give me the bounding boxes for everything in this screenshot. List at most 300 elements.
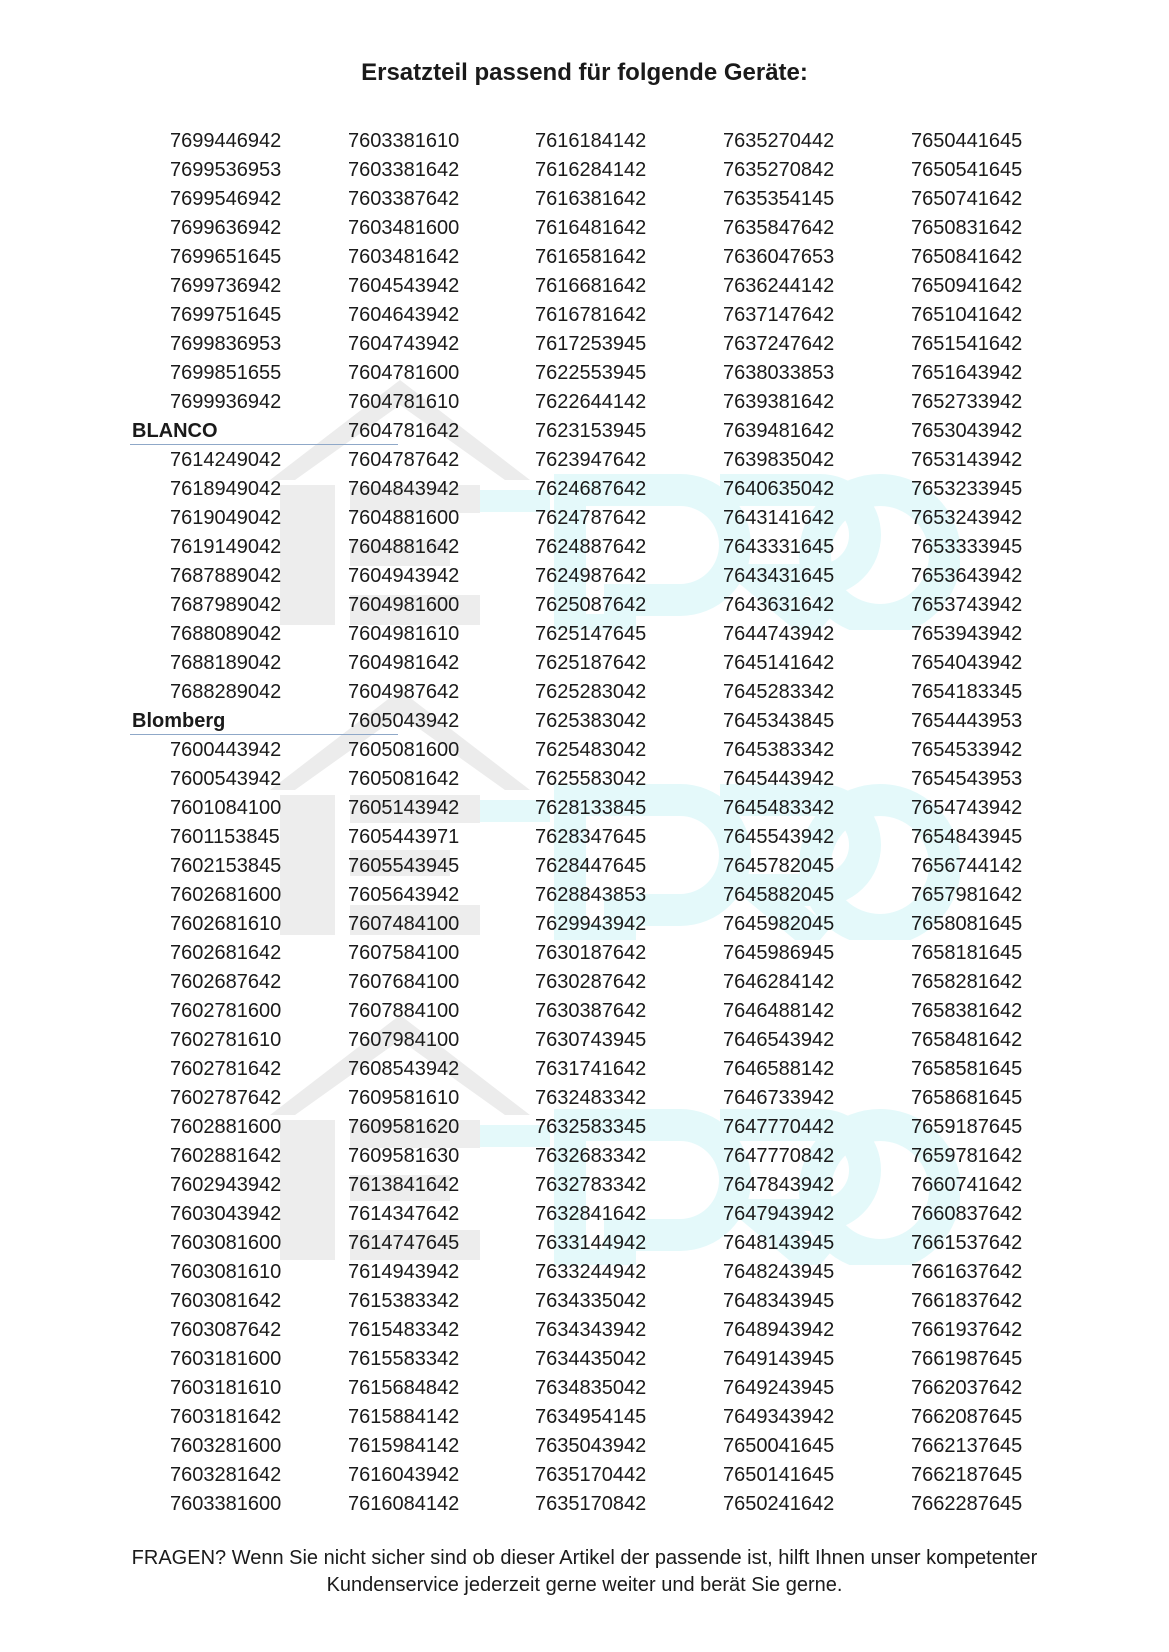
part-number: 7603481600: [348, 217, 460, 239]
part-number-row: [326, 533, 496, 562]
part-number: 7609581630: [348, 1145, 460, 1167]
part-number: 7605143942: [348, 797, 460, 819]
part-number: 7659187645: [911, 1116, 1023, 1138]
part-number: 7619149042: [170, 536, 282, 558]
part-number: 7687989042: [170, 594, 282, 616]
part-number-row: [513, 417, 683, 446]
part-number: 7602781610: [170, 1029, 282, 1051]
part-number: 7645343845: [723, 710, 835, 732]
part-number-row: [701, 1229, 871, 1258]
part-number: 7658581645: [911, 1058, 1023, 1080]
part-number: 7616381642: [535, 188, 647, 210]
part-number: 7616084142: [348, 1493, 460, 1515]
part-number: 7650941642: [911, 275, 1023, 297]
part-number-row: [701, 678, 871, 707]
part-number-row: [889, 1374, 1059, 1403]
part-number: 7648943942: [723, 1319, 835, 1341]
part-number-row: [138, 504, 308, 533]
part-number: 7632583345: [535, 1116, 647, 1138]
part-number: 7636244142: [723, 275, 835, 297]
part-number-row: [513, 765, 683, 794]
part-number: 7645882045: [723, 884, 835, 906]
part-number: 7634435042: [535, 1348, 647, 1370]
part-number-row: [513, 1490, 683, 1519]
part-number: 7646588142: [723, 1058, 835, 1080]
part-number: 7649343942: [723, 1406, 835, 1428]
part-number-row: [326, 1461, 496, 1490]
part-number: 7600443942: [170, 739, 282, 761]
part-number-row: [138, 968, 308, 997]
part-number-row: [889, 707, 1059, 736]
part-number: 7604881642: [348, 536, 460, 558]
part-number-row: [889, 446, 1059, 475]
part-number: 7650541645: [911, 159, 1023, 181]
part-number-row: [513, 1055, 683, 1084]
part-number-row: [701, 736, 871, 765]
part-number-row: [889, 1055, 1059, 1084]
part-number-row: [326, 1200, 496, 1229]
part-number: 7603281600: [170, 1435, 282, 1457]
part-number: 7624687642: [535, 478, 647, 500]
part-number-row: [138, 330, 308, 359]
part-number-row: [513, 1461, 683, 1490]
part-number-row: [889, 475, 1059, 504]
part-number-row: [513, 1171, 683, 1200]
part-number: 7634343942: [535, 1319, 647, 1341]
part-number: 7602881642: [170, 1145, 282, 1167]
part-number-row: [138, 1258, 308, 1287]
part-number: 7643631642: [723, 594, 835, 616]
part-number: 7699736942: [170, 275, 282, 297]
part-number: 7653143942: [911, 449, 1023, 471]
part-number: 7628843853: [535, 884, 647, 906]
part-number-row: [513, 533, 683, 562]
part-number-row: [513, 1113, 683, 1142]
part-number: 7604981610: [348, 623, 460, 645]
part-number-row: [701, 1055, 871, 1084]
part-number: 7643431645: [723, 565, 835, 587]
part-number-row: [513, 1026, 683, 1055]
part-number-row: [889, 359, 1059, 388]
part-number: 7644743942: [723, 623, 835, 645]
part-number: 7604943942: [348, 565, 460, 587]
part-number: 7649243945: [723, 1377, 835, 1399]
part-number-row: [889, 823, 1059, 852]
part-number-row: [513, 301, 683, 330]
part-number: 7623947642: [535, 449, 647, 471]
part-number-row: [326, 1084, 496, 1113]
part-number: 7604781642: [348, 420, 460, 442]
part-number: 7603181642: [170, 1406, 282, 1428]
part-number-row: [326, 1374, 496, 1403]
part-number: 7662037642: [911, 1377, 1023, 1399]
part-number: 7699651645: [170, 246, 282, 268]
part-number: 7603181600: [170, 1348, 282, 1370]
part-number: 7607484100: [348, 913, 460, 935]
part-number: 7603281642: [170, 1464, 282, 1486]
part-number-row: [138, 881, 308, 910]
part-number-row: [889, 1490, 1059, 1519]
part-number: 7605443971: [348, 826, 460, 848]
part-number: 7607684100: [348, 971, 460, 993]
part-number: 7616284142: [535, 159, 647, 181]
part-number: 7632683342: [535, 1145, 647, 1167]
part-number-row: [138, 939, 308, 968]
part-number-row: [326, 1113, 496, 1142]
part-number-row: [138, 1403, 308, 1432]
part-number: 7601084100: [170, 797, 282, 819]
part-number: 7632783342: [535, 1174, 647, 1196]
part-number: 7604543942: [348, 275, 460, 297]
part-number: 7614943942: [348, 1261, 460, 1283]
part-number-row: [138, 1055, 308, 1084]
part-number: 7662187645: [911, 1464, 1023, 1486]
part-number: 7645443942: [723, 768, 835, 790]
part-number-row: [513, 127, 683, 156]
part-number: 7603381642: [348, 159, 460, 181]
part-number: 7645986945: [723, 942, 835, 964]
part-number: 7603387642: [348, 188, 460, 210]
part-number: 7653233945: [911, 478, 1023, 500]
part-number-row: [326, 910, 496, 939]
part-number-row: [138, 678, 308, 707]
part-number: 7616681642: [535, 275, 647, 297]
part-number: 7625483042: [535, 739, 647, 761]
part-number: 7640635042: [723, 478, 835, 500]
brand-heading: BLANCO: [132, 417, 308, 446]
part-number: 7645383342: [723, 739, 835, 761]
part-number: 7639481642: [723, 420, 835, 442]
part-number: 7628133845: [535, 797, 647, 819]
part-number-row: [701, 1113, 871, 1142]
part-number-row: [889, 1461, 1059, 1490]
part-number-row: [513, 562, 683, 591]
part-number: 7643331645: [723, 536, 835, 558]
part-number-row: [701, 707, 871, 736]
part-number: 7645782045: [723, 855, 835, 877]
part-number: 7628447645: [535, 855, 647, 877]
part-number: 7613841642: [348, 1174, 460, 1196]
part-number-row: [701, 562, 871, 591]
part-number: 7699836953: [170, 333, 282, 355]
part-number: 7625383042: [535, 710, 647, 732]
part-number-row: [138, 533, 308, 562]
part-number: 7635043942: [535, 1435, 647, 1457]
part-number: 7647770442: [723, 1116, 835, 1138]
part-number-row: [326, 388, 496, 417]
part-number: 7638033853: [723, 362, 835, 384]
part-number-row: [889, 1171, 1059, 1200]
part-number-row: [701, 1490, 871, 1519]
part-number: 7650441645: [911, 130, 1023, 152]
brand-row: [132, 417, 308, 446]
part-number-row: [326, 1345, 496, 1374]
part-number-row: [701, 1461, 871, 1490]
part-number: 7688289042: [170, 681, 282, 703]
part-number: 7605643942: [348, 884, 460, 906]
part-number-row: [889, 736, 1059, 765]
part-number: 7622553945: [535, 362, 647, 384]
part-number-row: [889, 968, 1059, 997]
part-number: 7658281642: [911, 971, 1023, 993]
part-number-row: [326, 678, 496, 707]
part-number-row: [138, 243, 308, 272]
part-number: 7614249042: [170, 449, 282, 471]
part-number-row: [513, 852, 683, 881]
part-number: 7652733942: [911, 391, 1023, 413]
part-number: 7635847642: [723, 217, 835, 239]
part-number: 7619049042: [170, 507, 282, 529]
part-number: 7607884100: [348, 1000, 460, 1022]
part-number-row: [326, 939, 496, 968]
part-number-row: [513, 1084, 683, 1113]
part-number: 7648243945: [723, 1261, 835, 1283]
part-number: 7654843945: [911, 826, 1023, 848]
part-number-row: [326, 504, 496, 533]
brand-row: [132, 707, 308, 736]
part-number: 7661537642: [911, 1232, 1023, 1254]
part-number-row: [326, 1055, 496, 1084]
part-number: 7617253945: [535, 333, 647, 355]
part-number-row: [326, 649, 496, 678]
part-number: 7653643942: [911, 565, 1023, 587]
part-number: 7645141642: [723, 652, 835, 674]
part-number: 7646488142: [723, 1000, 835, 1022]
part-number: 7635170442: [535, 1464, 647, 1486]
part-number-row: [138, 649, 308, 678]
part-number-row: [326, 127, 496, 156]
part-number: 7650831642: [911, 217, 1023, 239]
part-number: 7602687642: [170, 971, 282, 993]
part-number-row: [889, 533, 1059, 562]
part-number-row: [889, 591, 1059, 620]
part-number: 7604781610: [348, 391, 460, 413]
part-number-row: [138, 620, 308, 649]
part-number: 7623153945: [535, 420, 647, 442]
part-number-row: [326, 1287, 496, 1316]
part-number: 7699636942: [170, 217, 282, 239]
part-number-row: [889, 388, 1059, 417]
part-number-column-2: [326, 127, 496, 1519]
part-number-row: [513, 997, 683, 1026]
part-number-row: [326, 707, 496, 736]
part-number: 7661637642: [911, 1261, 1023, 1283]
part-number-row: [701, 156, 871, 185]
part-number: 7625583042: [535, 768, 647, 790]
part-number: 7634835042: [535, 1377, 647, 1399]
part-number-row: [326, 765, 496, 794]
part-number: 7650041645: [723, 1435, 835, 1457]
part-number-row: [889, 939, 1059, 968]
part-number: 7603481642: [348, 246, 460, 268]
part-number-column-3: [513, 127, 683, 1519]
part-number-row: [701, 1026, 871, 1055]
part-number: 7604643942: [348, 304, 460, 326]
part-number-row: [701, 185, 871, 214]
part-number: 7630187642: [535, 942, 647, 964]
part-number-row: [513, 823, 683, 852]
part-number-row: [889, 504, 1059, 533]
part-number-row: [701, 127, 871, 156]
part-number: 7614347642: [348, 1203, 460, 1225]
part-number-row: [513, 1403, 683, 1432]
part-number: 7603381600: [170, 1493, 282, 1515]
part-number: 7604881600: [348, 507, 460, 529]
part-number: 7605043942: [348, 710, 460, 732]
part-number: 7639381642: [723, 391, 835, 413]
part-number-row: [701, 446, 871, 475]
part-number: 7662137645: [911, 1435, 1023, 1457]
part-number: 7634954145: [535, 1406, 647, 1428]
part-number-row: [889, 1026, 1059, 1055]
part-number: 7645483342: [723, 797, 835, 819]
part-number-row: [138, 1142, 308, 1171]
part-number-row: [513, 388, 683, 417]
part-number: 7604843942: [348, 478, 460, 500]
part-number: 7604987642: [348, 681, 460, 703]
part-number: 7608543942: [348, 1058, 460, 1080]
part-number-row: [701, 1316, 871, 1345]
part-number: 7661937642: [911, 1319, 1023, 1341]
part-number-row: [326, 968, 496, 997]
part-number: 7609581610: [348, 1087, 460, 1109]
part-number-row: [138, 1084, 308, 1113]
part-number-row: [889, 214, 1059, 243]
part-number-row: [889, 678, 1059, 707]
part-number-row: [326, 736, 496, 765]
part-number-row: [138, 359, 308, 388]
part-number-row: [889, 1229, 1059, 1258]
part-number-row: [513, 475, 683, 504]
part-number: 7616581642: [535, 246, 647, 268]
part-number: 7603081610: [170, 1261, 282, 1283]
part-number-row: [326, 1258, 496, 1287]
part-number: 7628347645: [535, 826, 647, 848]
part-number-row: [138, 185, 308, 214]
part-number-row: [701, 1345, 871, 1374]
part-number-row: [138, 1113, 308, 1142]
part-number-row: [889, 794, 1059, 823]
part-number: 7631741642: [535, 1058, 647, 1080]
part-number: 7602681600: [170, 884, 282, 906]
part-number: 7662287645: [911, 1493, 1023, 1515]
part-number: 7654183345: [911, 681, 1023, 703]
part-number-row: [889, 1432, 1059, 1461]
part-number-row: [889, 156, 1059, 185]
part-number-row: [326, 881, 496, 910]
part-number-row: [326, 1432, 496, 1461]
part-number-row: [701, 504, 871, 533]
part-number: 7625147645: [535, 623, 647, 645]
part-number-row: [326, 794, 496, 823]
part-number-row: [138, 1461, 308, 1490]
part-number-row: [889, 272, 1059, 301]
brand-heading: Blomberg: [132, 707, 308, 736]
part-number-row: [889, 910, 1059, 939]
part-number: 7637147642: [723, 304, 835, 326]
part-number-row: [701, 765, 871, 794]
part-number-column-4: [701, 127, 871, 1519]
part-number-row: [701, 214, 871, 243]
part-number-row: [513, 446, 683, 475]
part-number: 7604981600: [348, 594, 460, 616]
part-number-row: [889, 330, 1059, 359]
part-number-row: [889, 1287, 1059, 1316]
part-number-row: [889, 1200, 1059, 1229]
part-number: 7622644142: [535, 391, 647, 413]
part-number-row: [326, 997, 496, 1026]
part-number-row: [889, 881, 1059, 910]
part-number: 7616781642: [535, 304, 647, 326]
part-number: 7615984142: [348, 1435, 460, 1457]
part-number: 7646284142: [723, 971, 835, 993]
part-number-row: [326, 852, 496, 881]
part-number-row: [326, 417, 496, 446]
part-number: 7657981642: [911, 884, 1023, 906]
part-number-row: [326, 620, 496, 649]
part-number: 7616481642: [535, 217, 647, 239]
part-number: 7603081642: [170, 1290, 282, 1312]
part-number-row: [889, 562, 1059, 591]
part-number: 7605543945: [348, 855, 460, 877]
part-number-row: [513, 707, 683, 736]
part-number: 7618949042: [170, 478, 282, 500]
part-number: 7604781600: [348, 362, 460, 384]
part-number: 7615483342: [348, 1319, 460, 1341]
part-number-row: [513, 591, 683, 620]
part-number-row: [889, 765, 1059, 794]
part-number-row: [701, 881, 871, 910]
part-number: 7630287642: [535, 971, 647, 993]
part-number-row: [701, 1374, 871, 1403]
part-number-row: [701, 1084, 871, 1113]
part-number-row: [513, 1258, 683, 1287]
part-number: 7645283342: [723, 681, 835, 703]
part-number: 7603181610: [170, 1377, 282, 1399]
part-number: 7661987645: [911, 1348, 1023, 1370]
part-number-row: [513, 185, 683, 214]
part-number: 7651541642: [911, 333, 1023, 355]
part-number-row: [889, 620, 1059, 649]
part-number: 7632483342: [535, 1087, 647, 1109]
part-number: 7624787642: [535, 507, 647, 529]
part-number-row: [513, 794, 683, 823]
part-number-row: [701, 1403, 871, 1432]
part-number: 7624887642: [535, 536, 647, 558]
part-number-row: [513, 272, 683, 301]
part-number-row: [889, 997, 1059, 1026]
footer-note: [60, 1545, 1109, 1599]
part-number: 7605081642: [348, 768, 460, 790]
part-number-row: [701, 475, 871, 504]
part-number-row: [701, 852, 871, 881]
part-number-row: [701, 823, 871, 852]
part-number: 7699546942: [170, 188, 282, 210]
part-number-row: [889, 852, 1059, 881]
part-number-row: [513, 214, 683, 243]
part-number-row: [513, 939, 683, 968]
part-number-row: [138, 214, 308, 243]
part-number-row: [326, 1403, 496, 1432]
part-number: 7602943942: [170, 1174, 282, 1196]
part-number-row: [513, 156, 683, 185]
part-number-row: [889, 301, 1059, 330]
part-number: 7615684842: [348, 1377, 460, 1399]
part-number-row: [138, 156, 308, 185]
part-number-row: [138, 1345, 308, 1374]
part-number-row: [701, 939, 871, 968]
part-number-row: [513, 678, 683, 707]
